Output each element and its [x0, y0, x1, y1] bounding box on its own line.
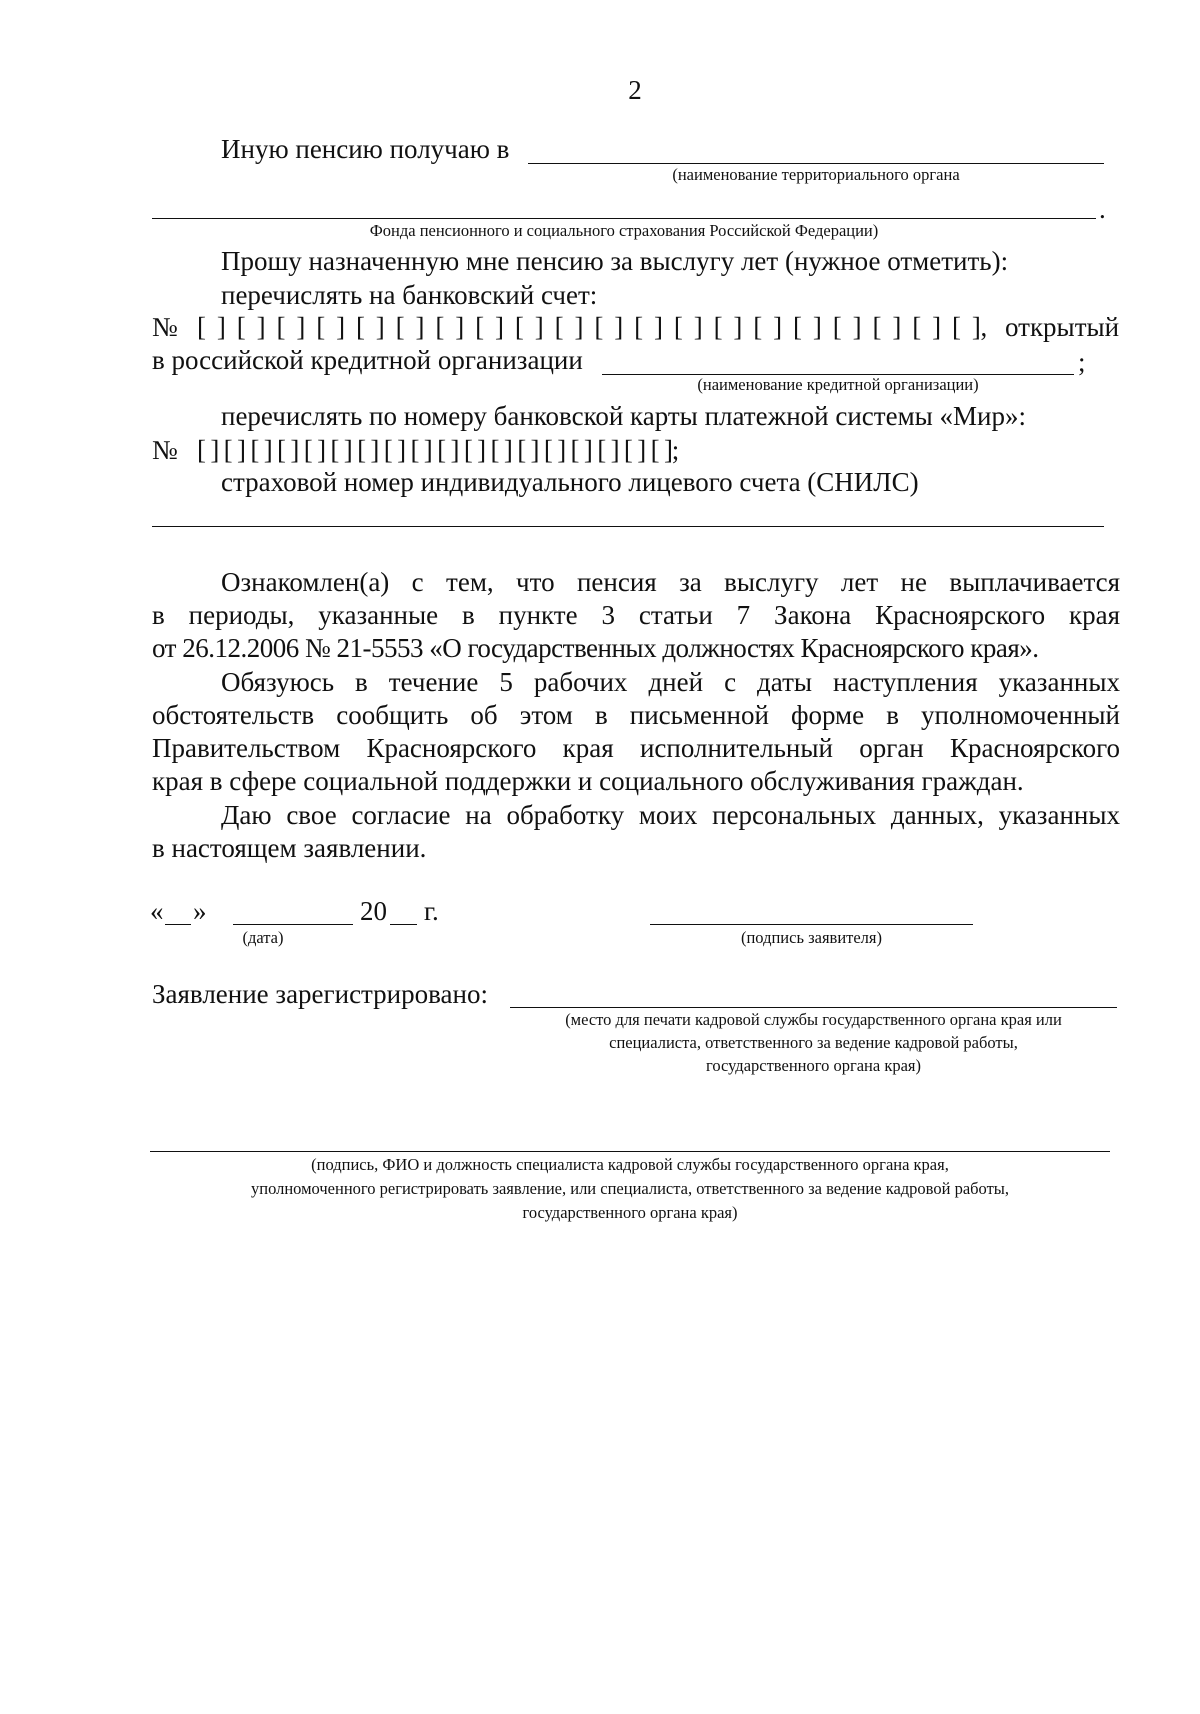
footer-caption-1: (подпись, ФИО и должность специалиста кадровой службы государственного органа края, — [311, 1155, 949, 1174]
card-number-sign: № — [152, 435, 178, 465]
card-label: перечислять по номеру банковской карты платежной системы «Мир»: — [221, 401, 1027, 431]
applicant-signature-line[interactable] — [650, 924, 973, 925]
other-pension-caption-1: (наименование территориального органа — [672, 165, 960, 184]
snils-label: страховой номер индивидуального лицевого счета (СНИЛС) — [221, 467, 919, 497]
registration-caption-2: специалиста, ответственного за ведение кадровой работы, — [609, 1033, 1018, 1052]
snils-input-line[interactable] — [152, 526, 1104, 527]
date-caption: (дата) — [242, 928, 284, 947]
applicant-signature-caption: (подпись заявителя) — [740, 928, 883, 947]
paragraph-2-line-1: Обязуюсь в течение 5 рабочих дней с даты наступления указанных — [221, 667, 1120, 697]
registration-input-line[interactable] — [510, 1007, 1117, 1008]
credit-org-end: ; — [1078, 347, 1086, 377]
footer-caption-3: государственного органа края) — [522, 1203, 738, 1222]
footer-caption-2: уполномоченного регистрировать заявление, или специалиста, ответственного за ведение кадровой работы, — [250, 1179, 1009, 1198]
bank-account-number-boxes[interactable]: [ ] [ ] [ ] [ ] [ ] [ ] [ ] [ ] [ ] [ ] [ ] [ ] [ ] [ ] [ ] [ ] [ ] [ ] [ ] [ ], — [197, 312, 987, 342]
paragraph-1-line-2: в периоды, указанные в пункте 3 статьи 7 Закона Красноярского края — [152, 600, 1120, 630]
credit-org-caption: (наименование кредитной организации) — [697, 375, 979, 394]
date-quote-open: « — [150, 896, 164, 926]
paragraph-3-line-2: в настоящем заявлении. — [152, 833, 427, 863]
bank-account-label: перечислять на банковский счет: — [221, 280, 598, 310]
date-year-suffix: г. — [424, 896, 439, 926]
date-day-input-line[interactable] — [165, 924, 191, 925]
request-title: Прошу назначенную мне пенсию за выслугу лет (нужное отметить): — [221, 246, 1009, 276]
other-pension-line-end: . — [1099, 194, 1106, 224]
paragraph-2-line-2: обстоятельств сообщить об этом в письменной форме в уполномоченный — [152, 700, 1120, 730]
specialist-signature-line[interactable] — [150, 1151, 1110, 1152]
paragraph-2-line-4: края в сфере социальной поддержки и социального обслуживания граждан. — [152, 766, 1024, 796]
registration-label: Заявление зарегистрировано: — [152, 979, 488, 1009]
account-number-sign: № — [152, 312, 178, 342]
paragraph-2-line-3: Правительством Красноярского края исполнительный орган Красноярского — [152, 733, 1120, 763]
date-month-input-line[interactable] — [233, 924, 353, 925]
page-number: 2 — [628, 75, 642, 105]
other-pension-caption-2: Фонда пенсионного и социального страхования Российской Федерации) — [369, 221, 879, 240]
other-pension-input-line-2[interactable] — [152, 218, 1096, 219]
paragraph-3-line-1: Даю свое согласие на обработку моих персональных данных, указанных — [221, 800, 1120, 830]
credit-org-label: в российской кредитной организации — [152, 345, 583, 375]
paragraph-1-line-1: Ознакомлен(а) с тем, что пенсия за выслугу лет не выплачивается — [221, 567, 1120, 597]
other-pension-input-line[interactable] — [528, 163, 1104, 164]
other-pension-label: Иную пенсию получаю в — [221, 134, 510, 164]
paragraph-1-line-3: от 26.12.2006 № 21-5553 «О государственных должностях Красноярского края». — [152, 633, 1039, 663]
bank-card-number-boxes[interactable]: [ ] [ ] [ ] [ ] [ ] [ ] [ ] [ ] [ ] [ ] [ ] [ ] [ ] [ ] [ ] [ ] [ ] [ ]; — [197, 435, 679, 465]
opened-word: открытый — [1005, 312, 1120, 342]
registration-caption-3: государственного органа края) — [705, 1056, 922, 1075]
date-quote-close: » — [193, 896, 207, 926]
date-year-prefix: 20 — [360, 896, 387, 926]
registration-caption-1: (место для печати кадровой службы государственного органа края или — [565, 1010, 1062, 1029]
date-year-input-line[interactable] — [390, 924, 417, 925]
